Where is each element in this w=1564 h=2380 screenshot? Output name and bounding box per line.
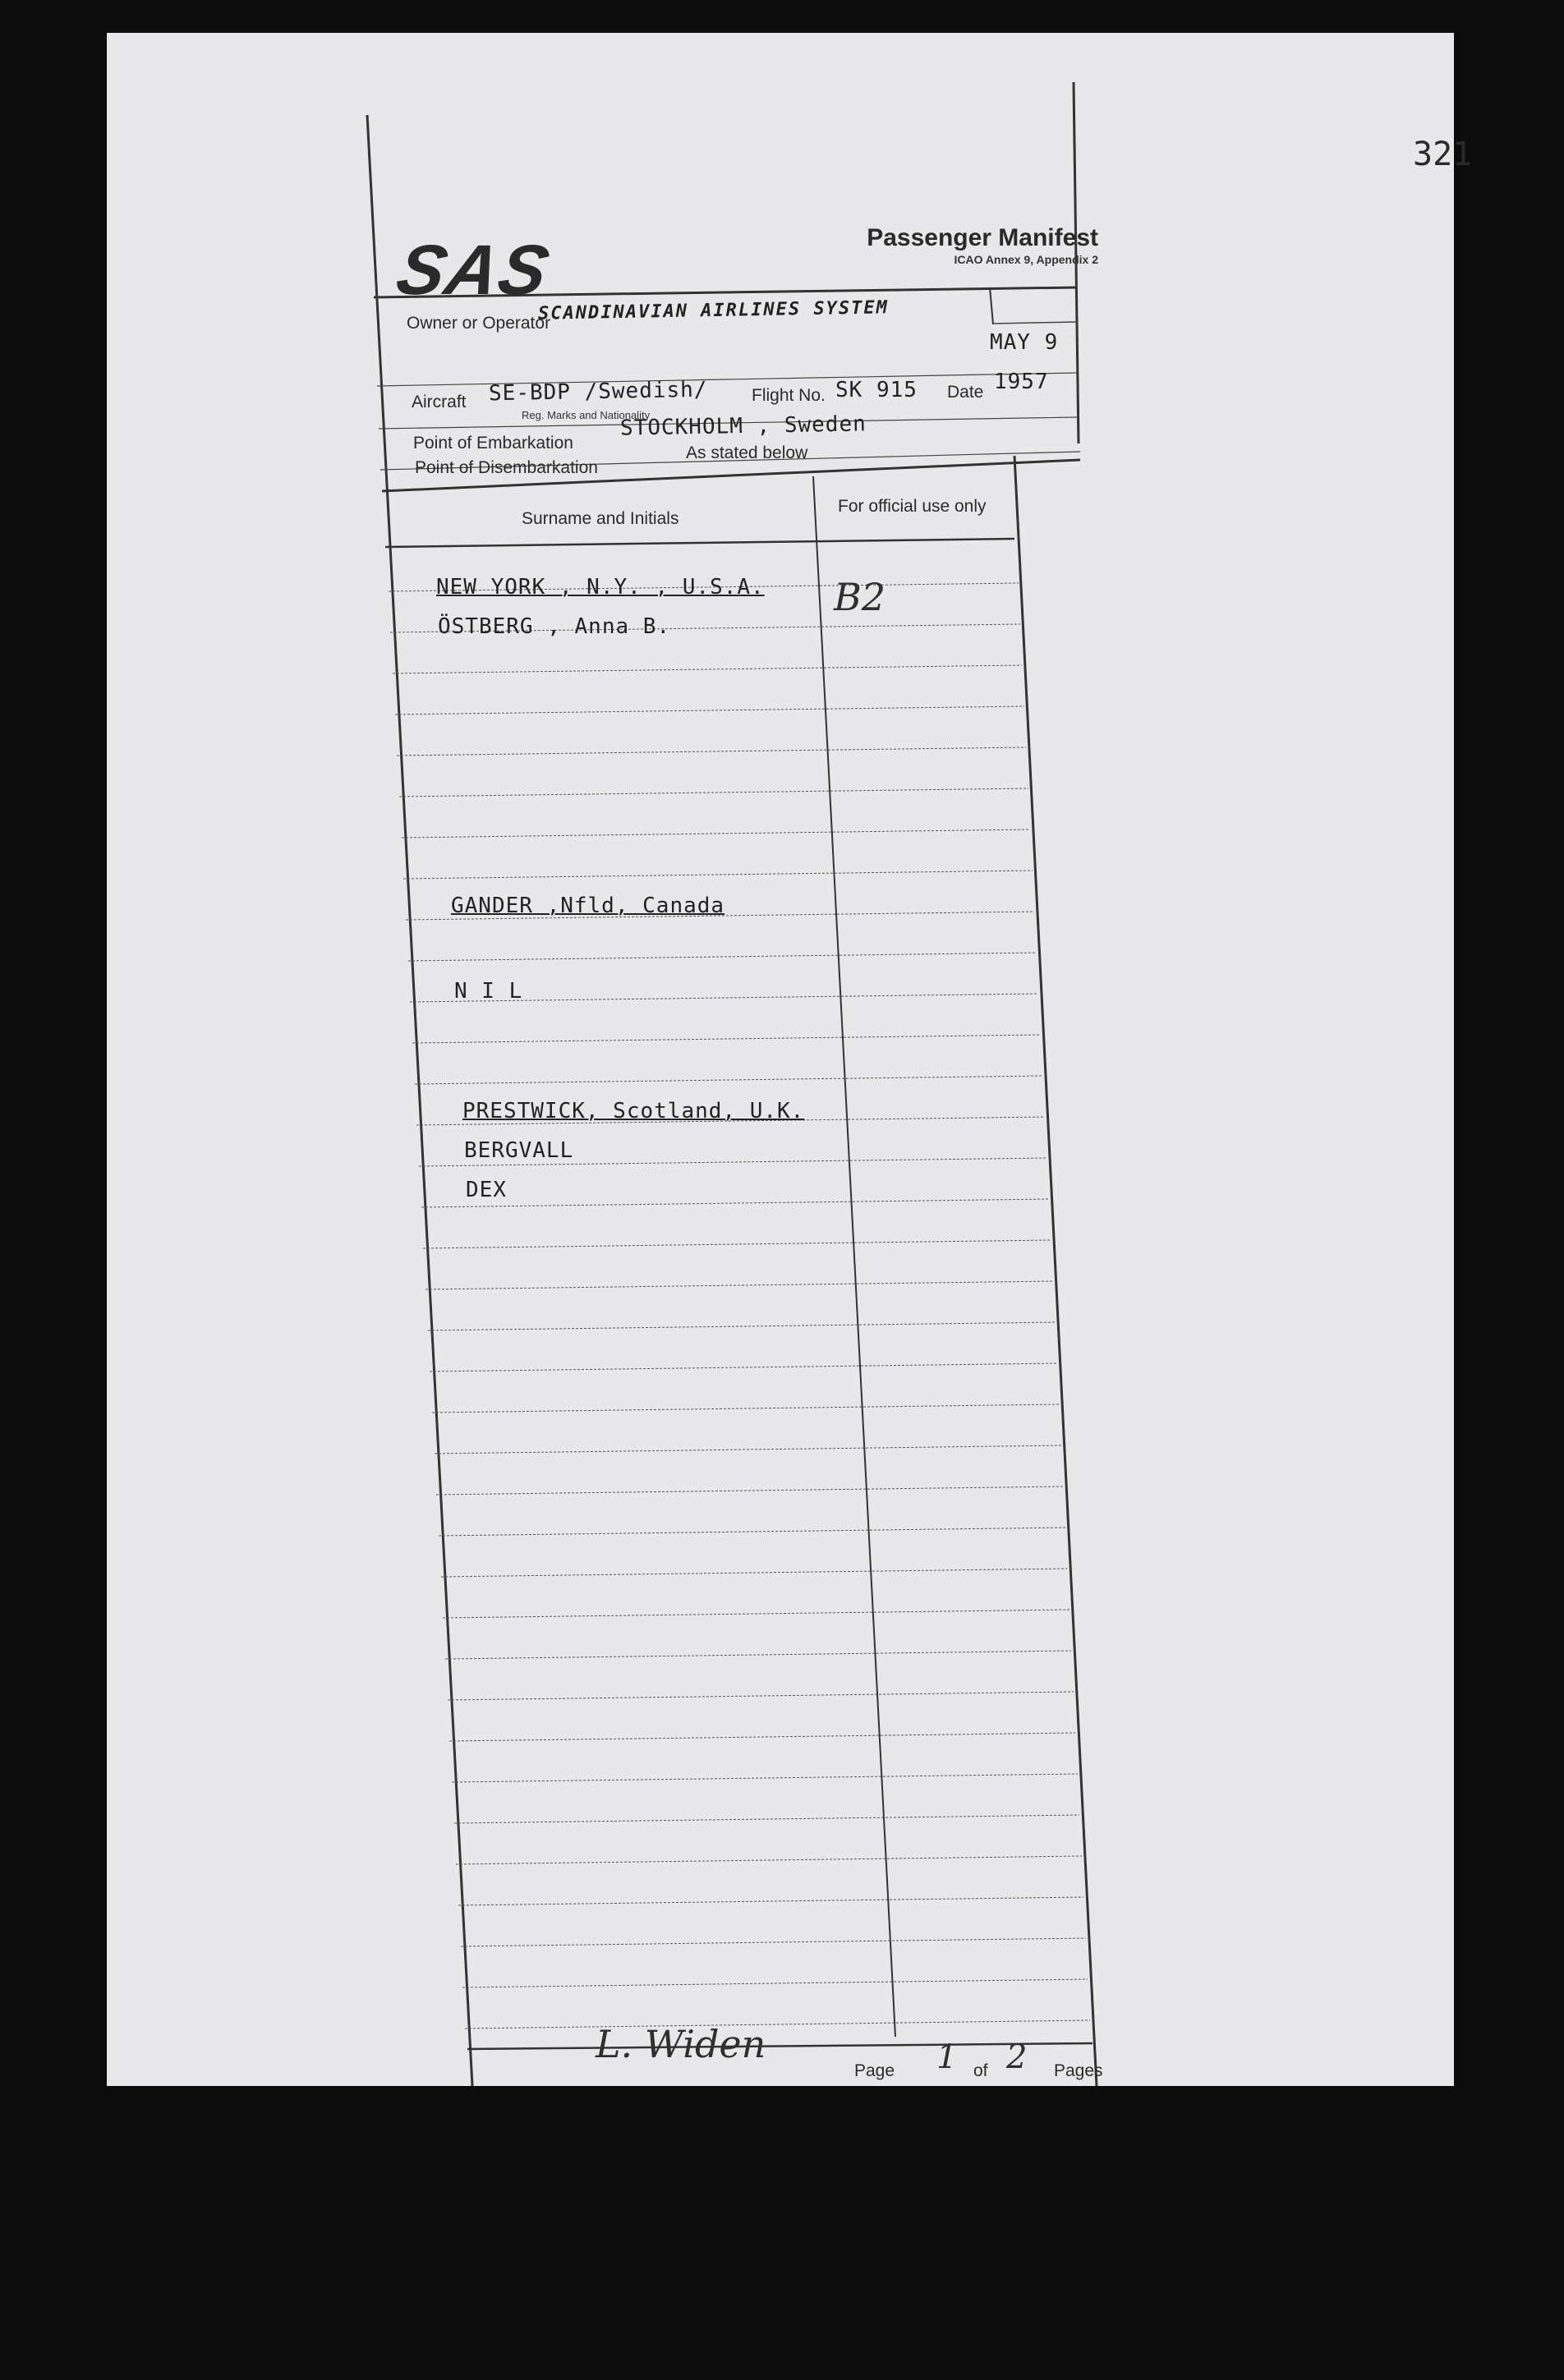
embarkation-value: STOCKHOLM , Sweden: [619, 411, 867, 441]
date-year: 1957: [994, 370, 1049, 394]
owner-label: Owner or Operator: [407, 314, 551, 333]
signature: L. Widen: [596, 2022, 766, 2066]
page-label: Page: [854, 2061, 895, 2080]
entry-destination-gander: GANDER ,Nfld, Canada: [451, 894, 725, 918]
disembarkation-value: As stated below: [686, 443, 808, 462]
column-header-official: For official use only: [838, 497, 987, 516]
column-header-name: Surname and Initials: [522, 509, 679, 528]
of-value: 2: [1006, 2038, 1028, 2076]
date-day: MAY 9: [990, 330, 1059, 355]
entry-rules: [389, 583, 1090, 2029]
page-value: 1: [936, 2038, 958, 2076]
form-title: Passenger Manifest: [867, 224, 1098, 251]
aircraft-label: Aircraft: [412, 393, 467, 411]
aircraft-value: SE-BDP /Swedish/: [488, 377, 708, 407]
entry-destination-new-york: NEW YORK , N.Y. , U.S.A.: [436, 575, 765, 600]
official-mark: B2: [834, 575, 886, 619]
entry-nil: N I L: [454, 979, 523, 1004]
embarkation-label: Point of Embarkation: [413, 434, 573, 453]
entry-passenger-ostberg: ÖSTBERG , Anna B.: [438, 614, 671, 639]
reg-marks-label: Reg. Marks and Nationality: [522, 409, 651, 421]
entry-destination-prestwick: PRESTWICK, Scotland, U.K.: [462, 1099, 805, 1123]
flight-value: SK 915: [835, 378, 918, 402]
of-label: of: [973, 2061, 988, 2080]
disembarkation-label: Point of Disembarkation: [415, 458, 598, 477]
sas-logo: SAS: [389, 231, 558, 310]
flight-label: Flight No.: [752, 386, 826, 405]
pages-label: Pages: [1054, 2061, 1103, 2080]
archive-page-number: 321: [1413, 136, 1473, 173]
form-subtitle: ICAO Annex 9, Appendix 2: [954, 253, 1098, 266]
date-label: Date: [947, 383, 984, 402]
entry-passenger-bergvall: BERGVALL: [464, 1138, 574, 1163]
entry-passenger-dex: DEX: [466, 1178, 507, 1202]
owner-value: SCANDINAVIAN AIRLINES SYSTEM: [537, 297, 890, 324]
passenger-manifest-form: [366, 82, 1105, 2086]
